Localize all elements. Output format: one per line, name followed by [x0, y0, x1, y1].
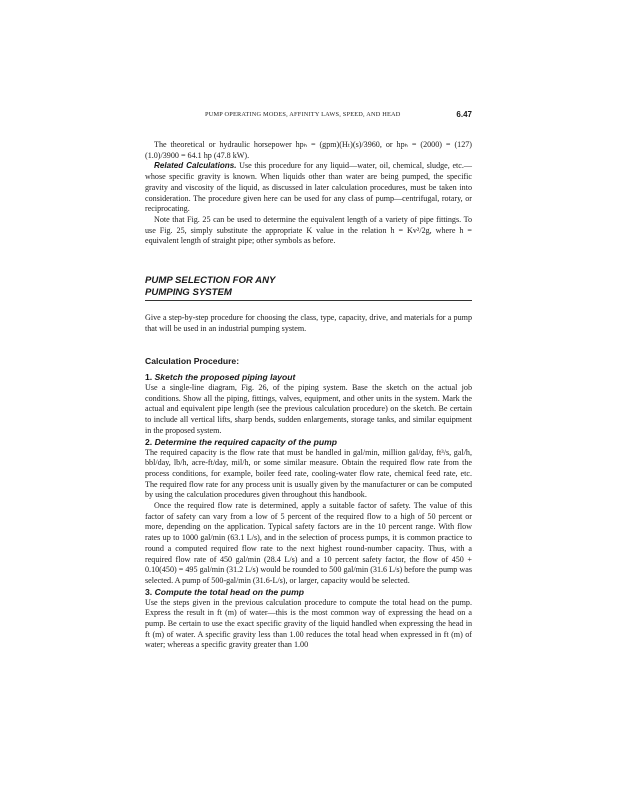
procedure-title: Calculation Procedure: [145, 356, 240, 366]
section-rule [145, 300, 472, 301]
intro-text [145, 140, 472, 247]
section-title-line1: PUMP SELECTION FOR ANY [145, 275, 276, 286]
step-paragraph: Use the steps given in the previous calculation procedure to compute the total head on the pump. Express the result in ft (m) of water—this is the most common way of expressing the head on a pump. Be certain to use the exact specific gravity of the liquid handled when expressing the head in ft (m) of water. A specific gravity less than 1.00 reduces the total head when expressed in ft (m) of water; whereas a specific gravity greater than 1.00 [145, 597, 472, 650]
step-heading [145, 372, 472, 383]
steps-list [145, 372, 472, 651]
step-title: Compute the total head on the pump [154, 586, 304, 597]
step-paragraph: Once the required flow rate is determined, apply a suitable factor of safety. The value of this factor of safety can vary from a low of 5 percent of the required flow to a high of 50 percent or more, depending on the application. Typical safety factors are in the 10 percent range. With flow rates up to 1000 gal/min (63.1 L/s), and in the selection of process pumps, it is common practice to round a computed required flow rate to the next highest round-number capacity. Thus, with a required flow rate of 450 gal/min (28.4 L/s) and a 10 percent safety factor, the flow of 450 + 0.10(450) = 495 gal/min (31.2 L/s) would be rounded to 500 gal/min (31.6 L/s) before the pump was selected. A pump of 500-gal/min (31.6-L/s), or larger, capacity would be selected. [145, 501, 472, 585]
step-title: Sketch the proposed piping layout [154, 372, 296, 382]
related-calculations-label: Related Calculations. [154, 161, 237, 171]
step-paragraph: The required capacity is the flow rate that must be handled in gal/min, million gal/day, ft³/s, gal/h, bbl/day, lb/h, acre-ft/day, mil/h, or some similar measure. Obtain the required flow rate from the process conditions, for example, boiler feed rate, cooling-water flow rate, chemical feed rate, etc. The required flow rate for any process unit is usually given by the manufacturer or can be computed by using the calculation procedures given throughout this handbook. [145, 447, 472, 500]
section-title-line2: PUMPING SYSTEM [145, 286, 232, 298]
section-lead: Give a step-by-step procedure for choosing the class, type, capacity, drive, and materials for a pump that will be used in an industrial pumping system. [145, 313, 472, 333]
page-header [145, 111, 472, 123]
step-heading [145, 587, 472, 598]
step-heading [145, 437, 472, 448]
fig25-note-paragraph: Note that Fig. 25 can be used to determine the equivalent length of a variety of pipe fittings. To use Fig. 25, simply substitute the appropriate K value in the relation h = Kv²/2g, where h = equivalent length of straight pipe; other symbols as before. [145, 214, 472, 246]
page-number: 6.47 [456, 110, 472, 119]
related-calculations-paragraph [145, 161, 472, 215]
hydraulic-horsepower-paragraph: The theoretical or hydraulic horsepower hpₕ = (gpm)(Hₜ)(s)/3960, or hpₕ = (2000) = (127)(1.0)/3900 = 64.1 hp (47.8 kW). [145, 140, 472, 160]
step-number: 3. [145, 586, 153, 597]
step-paragraph: Use a single-line diagram, Fig. 26, of the piping system. Base the sketch on the actual job conditions. Show all the piping, fittings, valves, equipment, and other units in the system. Mark the actual and equivalent pipe length (see the previous calculation procedure) on the sketch. Be certain to include all vertical lifts, sharp bends, sudden enlargements, storage tanks, and similar equipment in the proposed system. [145, 383, 472, 435]
related-calculations-text: Use this procedure for any liquid—water, oil, chemical, sludge, etc.—whose specific gravity is known. When liquids other than water are being pumped, the specific gravity and viscosity of the liquid, as discussed in later calculation procedures, must be taken into consideration. The procedure given here can be used for any class of pump—centrifugal, rotary, or reciprocating. [145, 161, 473, 214]
running-head: PUMP OPERATING MODES, AFFINITY LAWS, SPEED, AND HEAD [205, 111, 401, 118]
step-number: 2. [145, 436, 153, 447]
section-title [145, 275, 472, 299]
step-title: Determine the required capacity of the pump [154, 436, 337, 447]
step-number: 1. [145, 372, 153, 382]
